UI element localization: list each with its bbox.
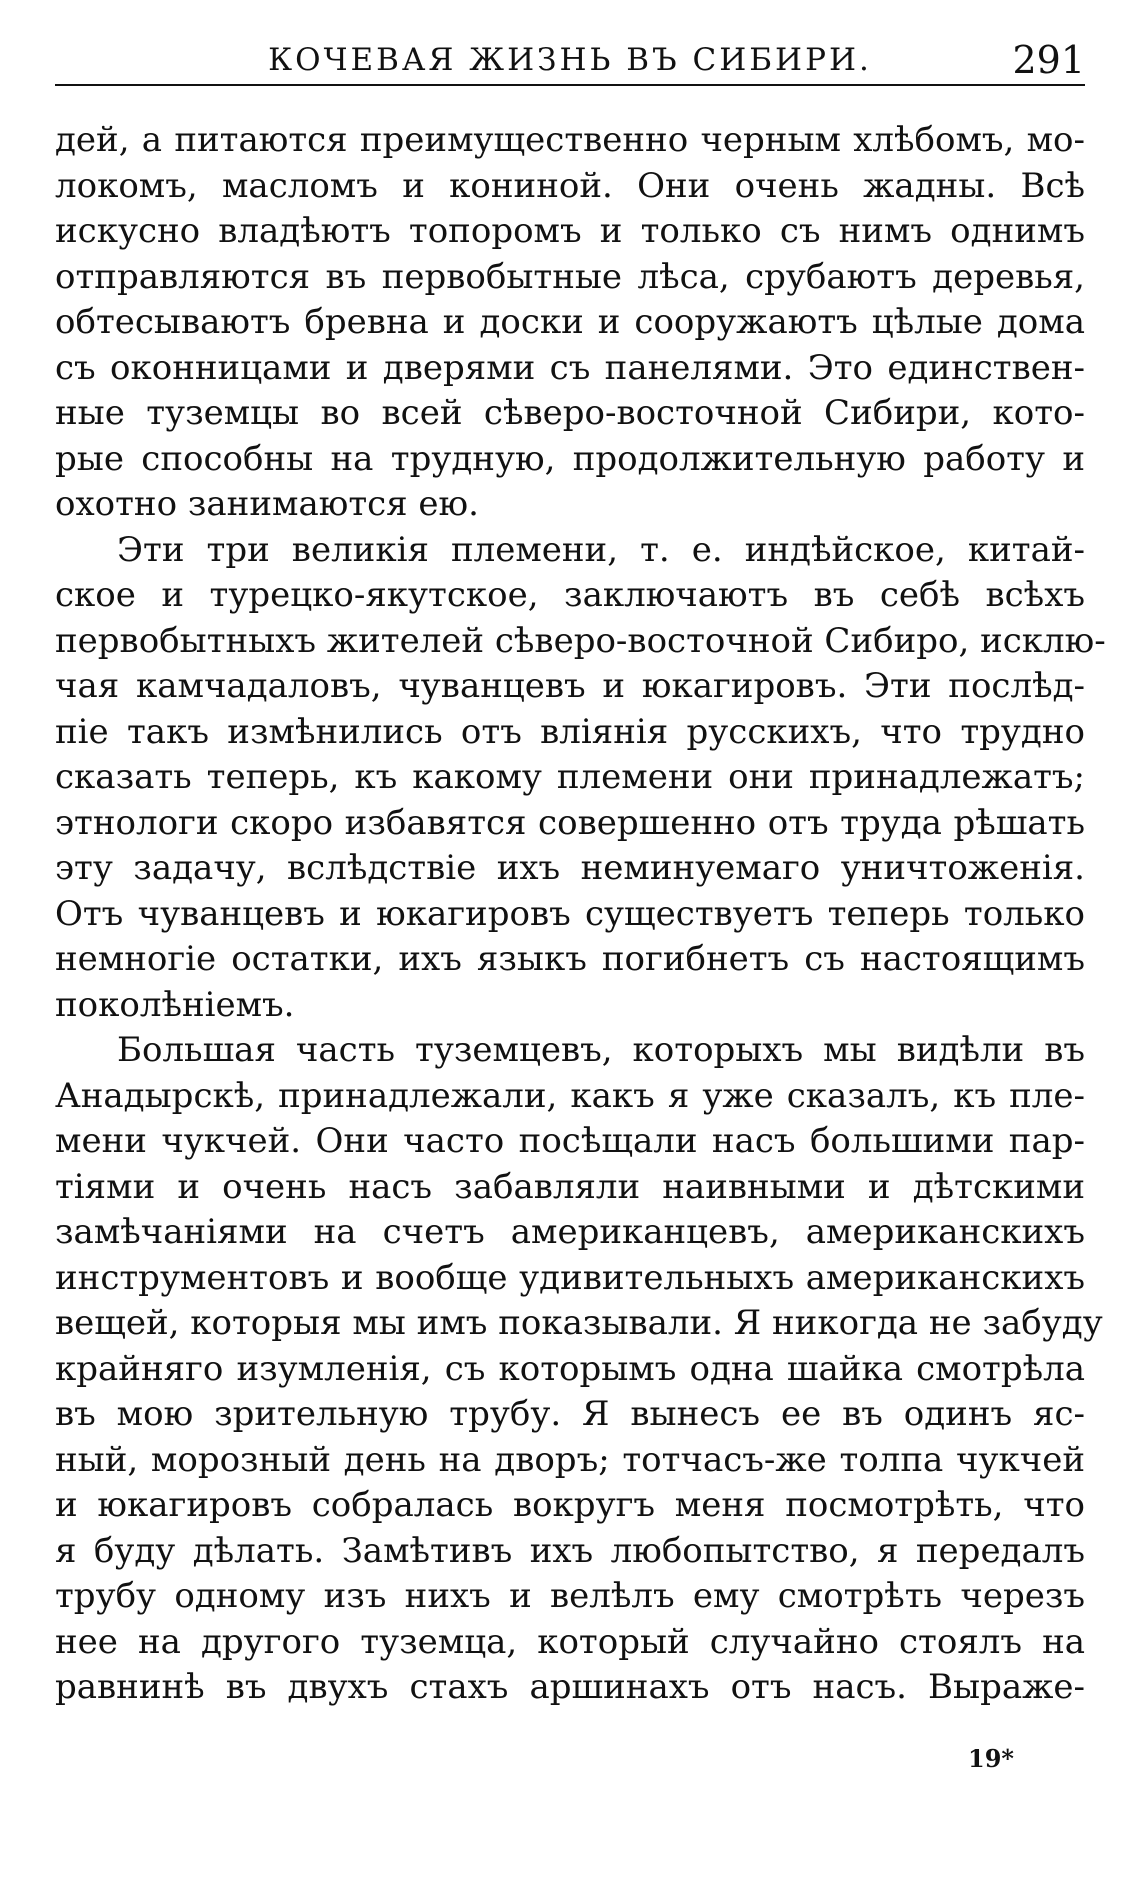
text-line: съ оконницами и дверями съ панелями. Это единствен- [55,347,1085,388]
text-line: и юкагировъ собралась вокругъ меня посмотрѣть, что [55,1485,1085,1525]
text-line: я буду дѣлать. Замѣтивъ ихъ любопытство, я передалъ [55,1530,1085,1571]
text-line: сказать теперь, къ какому племени они принадлежатъ; [55,757,1085,797]
paragraph-3 [55,1028,1103,1711]
text-line: мени чукчей. Они часто посѣщали насъ большими пар- [55,1121,1085,1161]
text-line: нее на другого туземца, который случайно стоялъ на [55,1621,1085,1662]
page-number: 291 [1012,38,1085,82]
text-line: чая камчадаловъ, чуванцевъ и юкагировъ. Эти послѣд- [55,666,1085,706]
text-line: рые способны на трудную, продолжительную работу и [55,438,1085,479]
text-line: ское и турецко-якутское, заключаютъ въ себѣ всѣхъ [55,575,1085,615]
running-head [55,36,1085,86]
text-line: тіями и очень насъ забавляли наивными и дѣтскими [55,1166,1085,1207]
text-line: крайняго изумленія, съ которымъ одна шайка смотрѣла [55,1348,1085,1389]
text-line: замѣчаніями на счетъ американцевъ, американскихъ [55,1212,1085,1252]
body-text [55,118,1106,1711]
paragraph-2 [55,528,1106,1029]
text-line: локомъ, масломъ и кониной. Они очень жадны. Всѣ [55,165,1085,206]
text-line: этнологи скоро избавятся совершенно отъ труда рѣшать [55,802,1085,843]
text-line: инструментовъ и вообще удивительныхъ американскихъ [55,1257,1085,1298]
text-line: въ мою зрительную трубу. Я вынесъ ее въ одинъ яс- [55,1394,1085,1434]
text-line: піе такъ измѣнились отъ вліянія русскихъ, что трудно [55,711,1085,752]
signature-mark: 19* [968,1744,1014,1773]
header-rule [55,84,1085,86]
text-line: дей, а питаются преимущественно черным хлѣбомъ, мо- [55,120,1085,160]
text-line: эту задачу, вслѣдствіе ихъ неминуемаго уничтоженія. [55,848,1085,888]
paragraph-1 [55,118,1085,528]
text-line: обтесываютъ бревна и доски и сооружаютъ цѣлые дома [55,302,1085,342]
text-line: вещей, которыя мы имъ показывали. Я никогда не забуду [55,1303,1103,1343]
text-line: первобытныхъ жителей сѣверо-восточной Сибиро, исклю- [55,620,1106,661]
text-line: поколѣніемъ. [55,984,295,1025]
text-line: Эти три великія племени, т. е. индѣйское, китай- [117,529,1085,570]
text-line: ные туземцы во всей сѣверо-восточной Сибири, кото- [55,393,1085,433]
running-title: КОЧЕВАЯ ЖИЗНЬ ВЪ СИБИРИ. [268,42,872,78]
text-line: ный, морозный день на дворъ; тотчасъ-же толпа чукчей [55,1439,1085,1480]
text-line: Отъ чуванцевъ и юкагировъ существуетъ теперь только [55,893,1085,934]
text-line: охотно занимаются ею. [55,484,479,524]
text-line: немногіе остатки, ихъ языкъ погибнетъ съ настоящимъ [55,939,1085,979]
text-line: отправляются въ первобытные лѣса, срубаютъ деревья, [55,256,1085,297]
text-line: трубу одному изъ нихъ и велѣлъ ему смотрѣть черезъ [55,1576,1085,1616]
text-line: Анадырскѣ, принадлежали, какъ я уже сказалъ, къ пле- [55,1075,1085,1116]
text-line: Большая часть туземцевъ, которыхъ мы видѣли въ [117,1030,1085,1070]
text-line: искусно владѣютъ топоромъ и только съ нимъ однимъ [55,211,1085,251]
text-line: равнинѣ въ двухъ стахъ аршинахъ отъ насъ. Выраже- [55,1667,1085,1707]
